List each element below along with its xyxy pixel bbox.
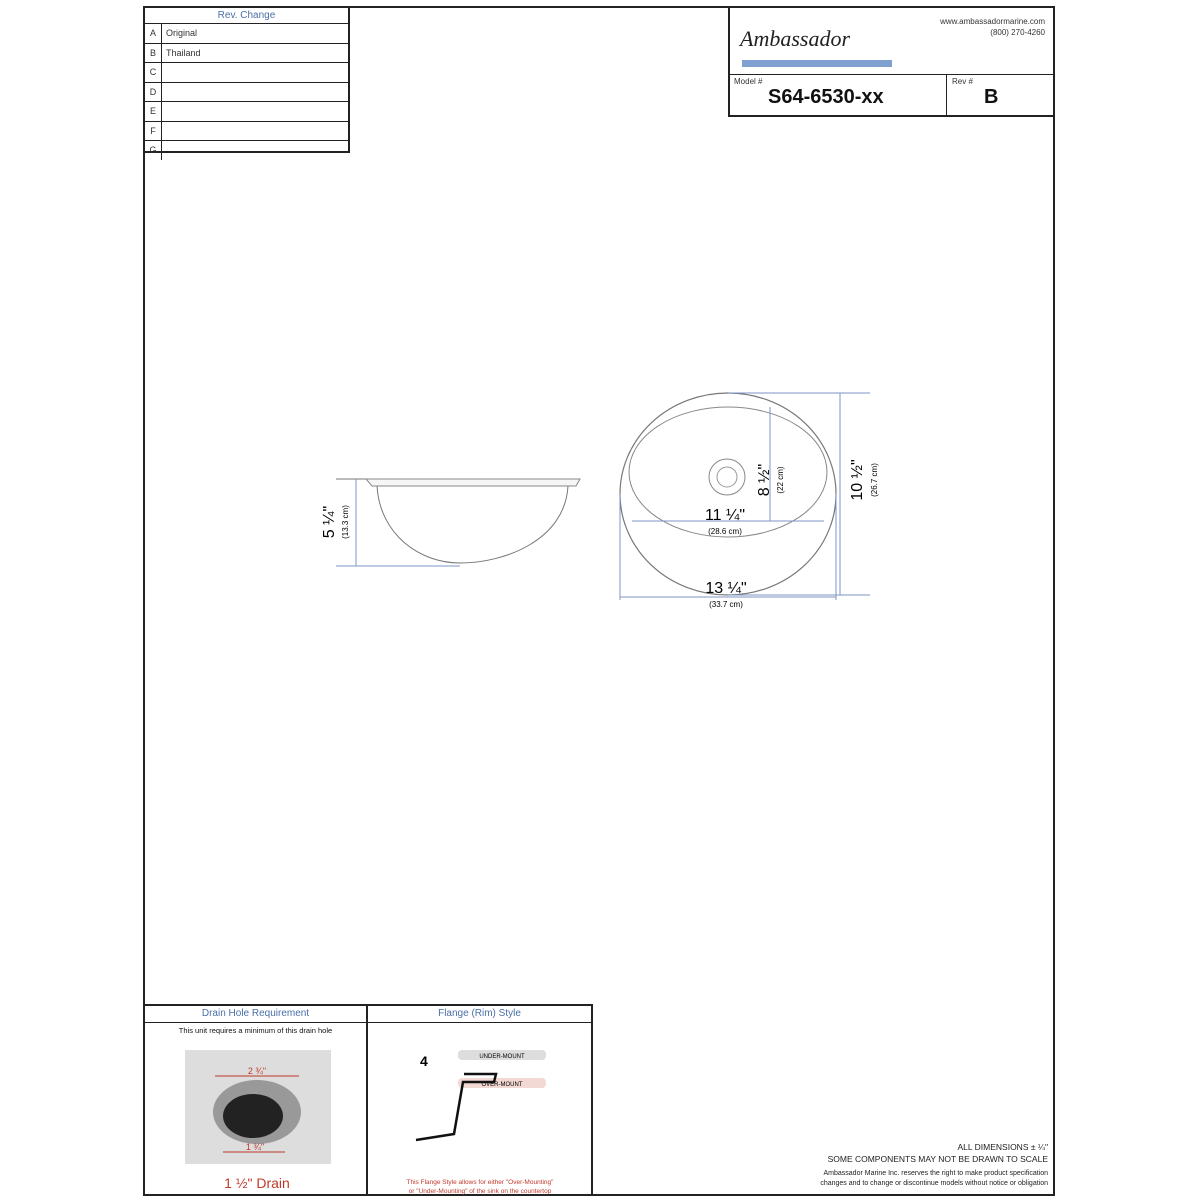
tolerance-note: ALL DIMENSIONS ± ¼" [957,1142,1048,1152]
inner-width-label: 11 ¼" [704,507,746,524]
contact-info [940,16,1045,38]
revision-letter: F [145,122,162,141]
disclaimer-line-2: changes and to change or discontinue models without notice or obligation [820,1180,1048,1187]
revision-letter: G [145,141,162,160]
flange-box-header: Flange (Rim) Style [368,1006,591,1023]
drain-hole-box [143,1004,368,1196]
rev-label: Rev # [952,77,973,86]
revision-letter: E [145,102,162,121]
revision-description [162,122,166,141]
inner-width-cm: (28.6 cm) [708,527,742,536]
drain-caption: 1 ½" Drain [224,1175,290,1191]
outer-depth-cm: (26.7 cm) [870,463,879,497]
model-number: S64-6530-xx [768,86,884,108]
revision-row [145,122,348,142]
flange-note-2: or "Under-Mounting" of the sink on the countertop [408,1188,552,1195]
inner-depth-cm: (22 cm) [776,466,785,494]
title-block [728,6,1055,117]
revision-letter: C [145,63,162,82]
flange-number: 4 [420,1053,428,1069]
revision-description [162,102,166,121]
revision-row [145,83,348,103]
under-mount-label: UNDER-MOUNT [479,1054,525,1060]
disclaimer-line-1: Ambassador Marine Inc. reserves the right to make product specification [823,1170,1048,1177]
drain-box-subtitle: This unit requires a minimum of this drain hole [178,1026,333,1035]
model-label: Model # [734,77,763,86]
revision-letter: B [145,44,162,63]
outer-depth-label: 10 ½" [849,459,866,501]
revision-description: Thailand [166,47,201,58]
rev-value: B [984,86,999,108]
revision-letter: D [145,83,162,102]
logo-bar [742,60,892,67]
revision-row [145,24,348,44]
revision-description [162,83,166,102]
flange-diagram [368,1024,591,1196]
side-height-cm: (13.3 cm) [341,505,350,539]
outer-width-cm: (33.7 cm) [709,600,743,609]
revision-row [145,44,348,64]
scale-note: SOME COMPONENTS MAY NOT BE DRAWN TO SCALE [827,1154,1048,1164]
flange-style-box [366,1004,593,1196]
side-height-label: 5 ¼" [321,505,338,539]
inner-depth-label: 8 ½" [756,463,773,497]
ambassador-logo: Ambassador [740,26,851,51]
over-mount-label: OVER-MOUNT [481,1082,523,1088]
drain-diagram [145,1034,366,1194]
revision-description [162,141,166,160]
flange-note-1: This Flange Style allows for either "Over-Mounting" [406,1179,554,1186]
phone-text: (800) 270-4260 [990,28,1045,37]
revision-table [143,6,350,153]
revision-description: Original [166,28,198,38]
website-text: www.ambassadormarine.com [940,17,1045,26]
revision-row [145,141,348,160]
drain-bottom-dim: 1 ¾" [245,1142,265,1152]
drain-top-dim: 2 ¾" [247,1066,267,1076]
revision-row [145,63,348,83]
drain-box-header: Drain Hole Requirement [145,1006,366,1023]
outer-width-label: 13 ¼" [705,580,747,597]
revision-row [145,102,348,122]
revision-table-header: Rev. Change [145,8,348,24]
revision-description [162,63,166,82]
revision-letter: A [145,24,162,43]
